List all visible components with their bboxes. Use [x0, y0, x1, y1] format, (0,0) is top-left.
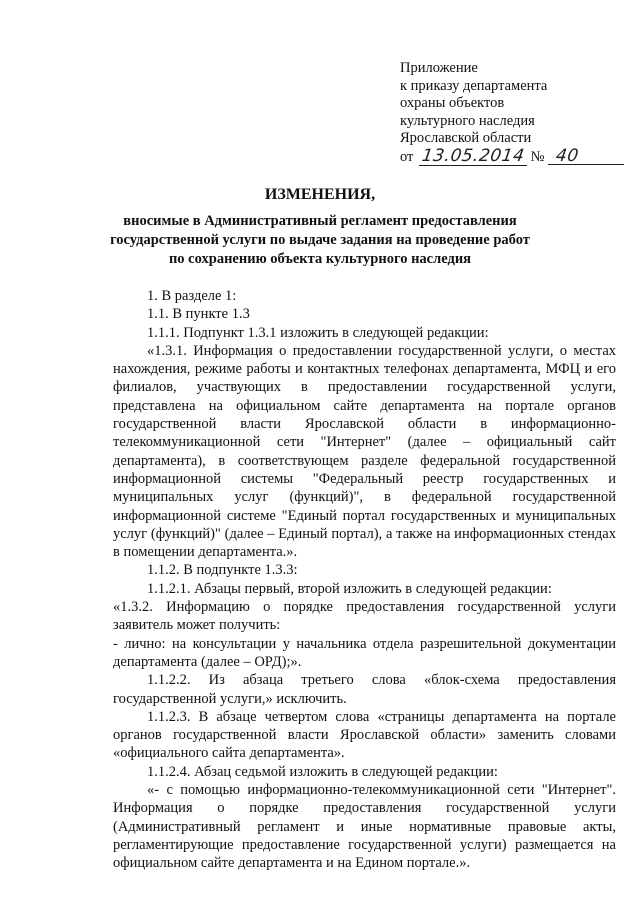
subtitle-line: государственной услуги по выдаче задания на проведение работ: [110, 232, 530, 248]
subtitle-line: по сохранению объекта культурного наследия: [168, 251, 472, 267]
document-subtitle: [0, 212, 640, 269]
document-title: ИЗМЕНЕНИЯ,: [264, 186, 376, 203]
appendix-line: культурного наследия: [400, 112, 535, 129]
section-heading: 1. В разделе 1:: [147, 288, 237, 304]
appendix-line: Приложение: [400, 60, 478, 76]
number-label: №: [530, 148, 545, 165]
handwritten-date: 13.05.2014: [420, 145, 526, 166]
document-body: [113, 287, 616, 873]
quoted-paragraph: «1.3.1. Информация о предоставлении государственной услуги, о местах нахождения, режиме работы и контактных телефонах департамента, МФЦ и его филиалов, участвующих в предоставлении государственной услуги, представлена на официальном сайте департамента на портале органов государственной власти Ярославской области в информационно-телекоммуникационной сети "Интернет" (далее – официальный сайт департамента), в соответствующем разделе федеральной государственной информационной системы "Федеральный реестр государственных и муниципальных услуг (функций)", в федеральной государственной информационной системе "Единый портал государственных и муниципальных услуг (функций)" (далее – Единый портал), а также на информационных стендах в помещении департамента.».: [113, 342, 616, 561]
paragraph: 1.1.2.2. Из абзаца третьего слова «блок-схема предоставления государственной услуги,» исключить.: [113, 672, 616, 707]
appendix-line: охраны объектов: [400, 95, 505, 111]
appendix-block: [400, 60, 624, 168]
appendix-line: к приказу департамента: [400, 77, 548, 94]
quoted-paragraph: «1.3.2. Информацию о порядке предоставления государственной услуги заявитель может получить:: [113, 599, 616, 634]
paragraph: 1.1.2.4. Абзац седьмой изложить в следующей редакции:: [147, 763, 498, 780]
subtitle-line: вносимые в Административный регламент предоставления: [123, 213, 517, 229]
from-label: от: [400, 148, 414, 165]
paragraph: 1.1.2. В подпункте 1.3.3:: [147, 562, 298, 579]
order-number-field: [548, 145, 624, 166]
paragraph: 1.1.1. Подпункт 1.3.1 изложить в следующей редакции:: [147, 324, 489, 341]
paragraph: 1.1.2.1. Абзацы первый, второй изложить в следующей редакции:: [147, 580, 552, 597]
order-date-field: [419, 145, 527, 166]
order-date-line: [400, 145, 624, 168]
paragraph: 1.1.2.3. В абзаце четвертом слова «страницы департамента на портале органов государственной власти Ярославской области» заменить словами «официального сайта департамента».: [113, 708, 616, 762]
point-heading: 1.1. В пункте 1.3: [147, 306, 250, 323]
quoted-paragraph: «- с помощью информационно-телекоммуникационной сети "Интернет". Информация о порядке предоставления государственной услуги (Административный регламент и иные нормативные правовые акты, регламентирующие предоставление государственной услуги) размещается на официальном сайте департамента и на Едином портале.».: [113, 782, 616, 872]
appendix-line: Ярославской области: [400, 130, 532, 146]
quoted-paragraph: - лично: на консультации у начальника отдела разрешительной документации департамента (далее – ОРД);».: [113, 635, 616, 670]
handwritten-number: 40: [554, 145, 581, 166]
